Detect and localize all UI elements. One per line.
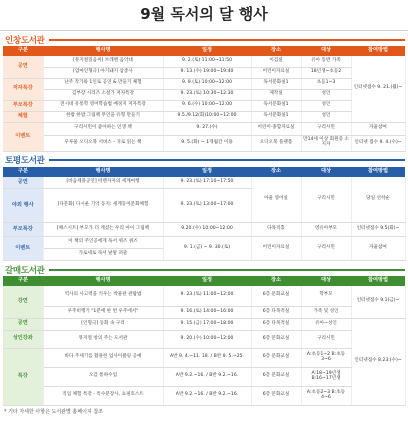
table-row: 이벤트 이 책의 주인공에게 독서 퀴즈 퀴즈 9. 1.(금) ~ 9. 30.(토) 어린이자료실 구리시민 자율참여 — [3, 237, 405, 249]
table-header: 구분 행사명 일정 장소 대상 참여방법 — [3, 167, 405, 177]
section-galmae — [0, 263, 408, 406]
section-name: 갈매도서관 — [5, 265, 45, 276]
table-inchang — [3, 46, 406, 152]
table-row: 저자특강 난주 작가와 1인로 공연 & 만들기 체험 9. 9.(토) 10:00~12:00 독서문화실1 초등1~3 — [3, 78, 405, 89]
section-divider — [49, 39, 405, 41]
table-row: 강연 역사의 사고력을 키우는 박물관 관람법 9. 23.(토) 11:00~12:00 6층 문화교실 학부모 인터넷접수 9.1(금)~ — [3, 286, 405, 306]
section-name: 인창도서관 — [5, 35, 45, 46]
table-row: 가로세로 독서 낱말 퍼즐 — [3, 249, 405, 261]
table-row: 공연 [인형극] 동화 속 구리 9. 15.(금) 17:00~18:00 6층 다목적실 유아~성인 인터넷접수 8.23.(수)~ — [3, 318, 405, 330]
table-row: 우주비행기 "1분에 한 번 우주에서" 9. 16.(토) 14:00~16:00 6층 다목적실 가족 및 성인 — [3, 306, 405, 318]
table-header: 구분 행사명 일정 장소 대상 참여방법 — [3, 276, 405, 286]
table-row: [엄마인형극] 아기돼지 삼총사 9. 13.(수) 19:00~19:40 어린이자료실 18년생~초등2 — [3, 67, 405, 78]
table-header: 구분 행사명 일정 장소 대상 참여방법 — [3, 46, 405, 56]
table-row: 김부장 시리즈 소설가 저자특강 9. 23.(토) 10:30~12:30 제작실 성인 — [3, 89, 405, 100]
table-row: 부모특강 [체스시트] 부모가 더 계셨는 우리 아이 그림책 9.20.(수) 10:00~12:00 다목적홀 영유아부모 인터넷접수 9.5(화)~ — [3, 223, 405, 237]
section-inchang — [0, 33, 408, 152]
table-row: 성인강좌 뮤지컬 창의 주는 도서관 9. 20.(수) 10:00~12:00 6층 문화교실 구리시민 — [3, 330, 405, 348]
table-galmae — [3, 276, 406, 406]
table-row: 체험 한밤 한밤 그림책 무인을 유형 만들기 9.5./9.12(화)10:00~12:00 독서문화실1 성인 — [3, 111, 405, 122]
table-row: 직업 체험 특강 - 특수분장사, 쇼핑호스트 A반 9.2.~16. / B반 9.2.~16. 6층 문화교실 A:초등2~3 B:초등4~6 — [3, 386, 405, 405]
footnote: * 기타 자세한 사항은 도서관별 홈페이지 참조 — [4, 408, 103, 415]
section-divider — [49, 159, 405, 161]
table-topyeong — [3, 167, 406, 262]
table-row: 부모특강 전시네 유통학 영어학습법 배경지 저자특강 9. 6.(수) 10:00~12:00 독서문화실1 성인 — [3, 100, 405, 111]
table-row: 공연 [뮤지컬읽음씨] 브레멘 음악대 9. 2.(토) 11:00~11:50 이검실 유아 동반 가족 인터넷접수 9. 21.(월)~ — [3, 56, 405, 67]
table-row: 오감 통하수업 A반 9.2.~16. / B반 9.2.~16. 6층 문화교실 A:18~19년생 B:16~17년생 — [3, 367, 405, 386]
table-row: 이벤트 구리시민이 좋아하는 인생 책 9. 27.(수) 어린이·종합자료실 구리시민 자율참여 — [3, 122, 405, 135]
section-name: 토평도서관 — [5, 156, 45, 166]
section-topyeong — [0, 154, 408, 262]
table-row: 공연 [바음세몰공연] 떠렌자자의 세계여행 9. 23.(토) 17:10~17:50 아울 영어실 구리시민 당일 선착순 — [3, 177, 405, 189]
page-title: 9월 독서의 달 행사 — [0, 0, 408, 31]
section-divider — [49, 269, 405, 271]
table-row: 야외 행사 [다문화] 다시운 기억 동지: 세계동이문화체험 9. 23.(토) 13:00~17:00 — [3, 189, 405, 223]
table-row: 특강 바다 주세기를 활용한 업사이클링 공예 A반 9. 4.~11. 18. / B반 9. 5.~25. 6층 문화교실 A:초등1~2 B:초등3~6 — [3, 348, 405, 367]
table-row: 우루물 오디오북 서비스 - 귀로 읽는 책 9. 5.(화) ~ 1개월간 이용 오디오북 플랫폼 만14세 이상 회원증 소지자 인터넷 접수 9. 4.(수)~ — [3, 135, 405, 151]
